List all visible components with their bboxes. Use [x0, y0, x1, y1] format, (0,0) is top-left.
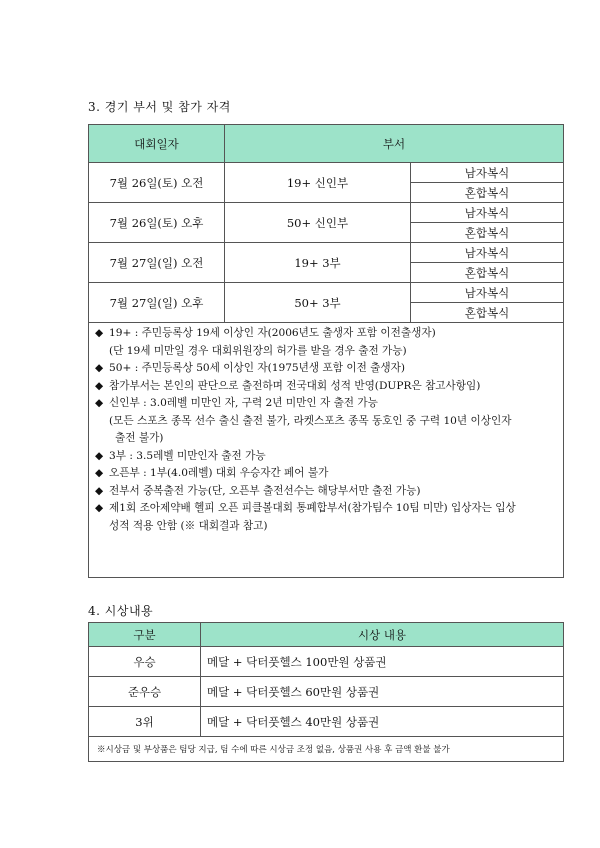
header-date: 대회일자: [89, 125, 225, 163]
award-content: 메달 + 닥터풋헬스 100만원 상품권: [201, 647, 564, 677]
note-line: ◆ 오픈부 : 1부(4.0레벨) 대회 우승자간 페어 불가: [95, 467, 329, 479]
section-3-title: 3. 경기 부서 및 참가 자격: [88, 100, 231, 114]
note-line: ◆ 신인부 : 3.0레벨 미만인 자, 구력 2년 미만인 자 출전 가능: [95, 397, 378, 409]
award-category: 3위: [89, 707, 201, 737]
row-event: 남자복식: [411, 203, 564, 223]
award-table: [88, 622, 564, 762]
note-line: 성적 적용 안함 (※ 대회결과 참고): [109, 519, 268, 532]
header-award: 시상 내용: [201, 623, 564, 647]
note-line: ◆ 제1회 조아제약배 헬피 오픈 피클볼대회 통폐합부서(참가팀수 10팀 미만) 입상자는 입상: [95, 502, 516, 514]
note-line: ◆ 전부서 중복출전 가능(단, 오픈부 출전선수는 해당부서만 출전 가능): [95, 484, 421, 497]
note-line: (단 19세 미만일 경우 대회위원장의 허가를 받을 경우 출전 가능): [109, 344, 407, 357]
row-division: 50+ 신인부: [225, 203, 411, 243]
note-line: ◆ 50+ : 주민등록상 50세 이상인 자(1975년생 포함 이전 출생자): [95, 362, 406, 374]
row-date: 7월 27일(일) 오전: [89, 243, 225, 283]
row-event: 혼합복식: [411, 303, 564, 323]
award-content: 메달 + 닥터풋헬스 40만원 상품권: [201, 707, 564, 737]
header-category: 구분: [89, 623, 201, 647]
eligibility-notes: [89, 323, 564, 578]
row-date: 7월 26일(토) 오후: [89, 203, 225, 243]
note-line: ◆ 19+ : 주민등록상 19세 이상인 자(2006년도 출생자 포함 이전출생자): [95, 327, 436, 339]
note-line: ◆ 참가부서는 본인의 판단으로 출전하며 전국대회 성적 반영(DUPR은 참고사항임): [95, 379, 481, 392]
note-line: (모든 스포츠 종목 선수 출신 출전 불가, 라켓스포츠 종목 동호인 중 구력 10년 이상인자: [109, 414, 512, 427]
row-division: 19+ 신인부: [225, 163, 411, 203]
row-division: 19+ 3부: [225, 243, 411, 283]
award-footnote: ※시상금 및 부상품은 팀당 지급, 팀 수에 따른 시상금 조정 없음, 상품권 사용 후 금액 환불 불가: [89, 737, 564, 762]
division-table: [88, 124, 564, 578]
note-line: ◆ 3부 : 3.5레벨 미만인자 출전 가능: [95, 449, 266, 462]
header-division: 부서: [225, 125, 564, 163]
section-4-title: 4. 시상내용: [88, 604, 154, 618]
row-event: 남자복식: [411, 163, 564, 183]
award-category: 우승: [89, 647, 201, 677]
row-date: 7월 27일(일) 오후: [89, 283, 225, 323]
row-event: 혼합복식: [411, 263, 564, 283]
award-content: 메달 + 닥터풋헬스 60만원 상품권: [201, 677, 564, 707]
row-event: 남자복식: [411, 243, 564, 263]
award-category: 준우승: [89, 677, 201, 707]
row-event: 혼합복식: [411, 183, 564, 203]
row-event: 혼합복식: [411, 223, 564, 243]
note-line: 출전 불가): [115, 432, 164, 444]
row-event: 남자복식: [411, 283, 564, 303]
row-date: 7월 26일(토) 오전: [89, 163, 225, 203]
row-division: 50+ 3부: [225, 283, 411, 323]
